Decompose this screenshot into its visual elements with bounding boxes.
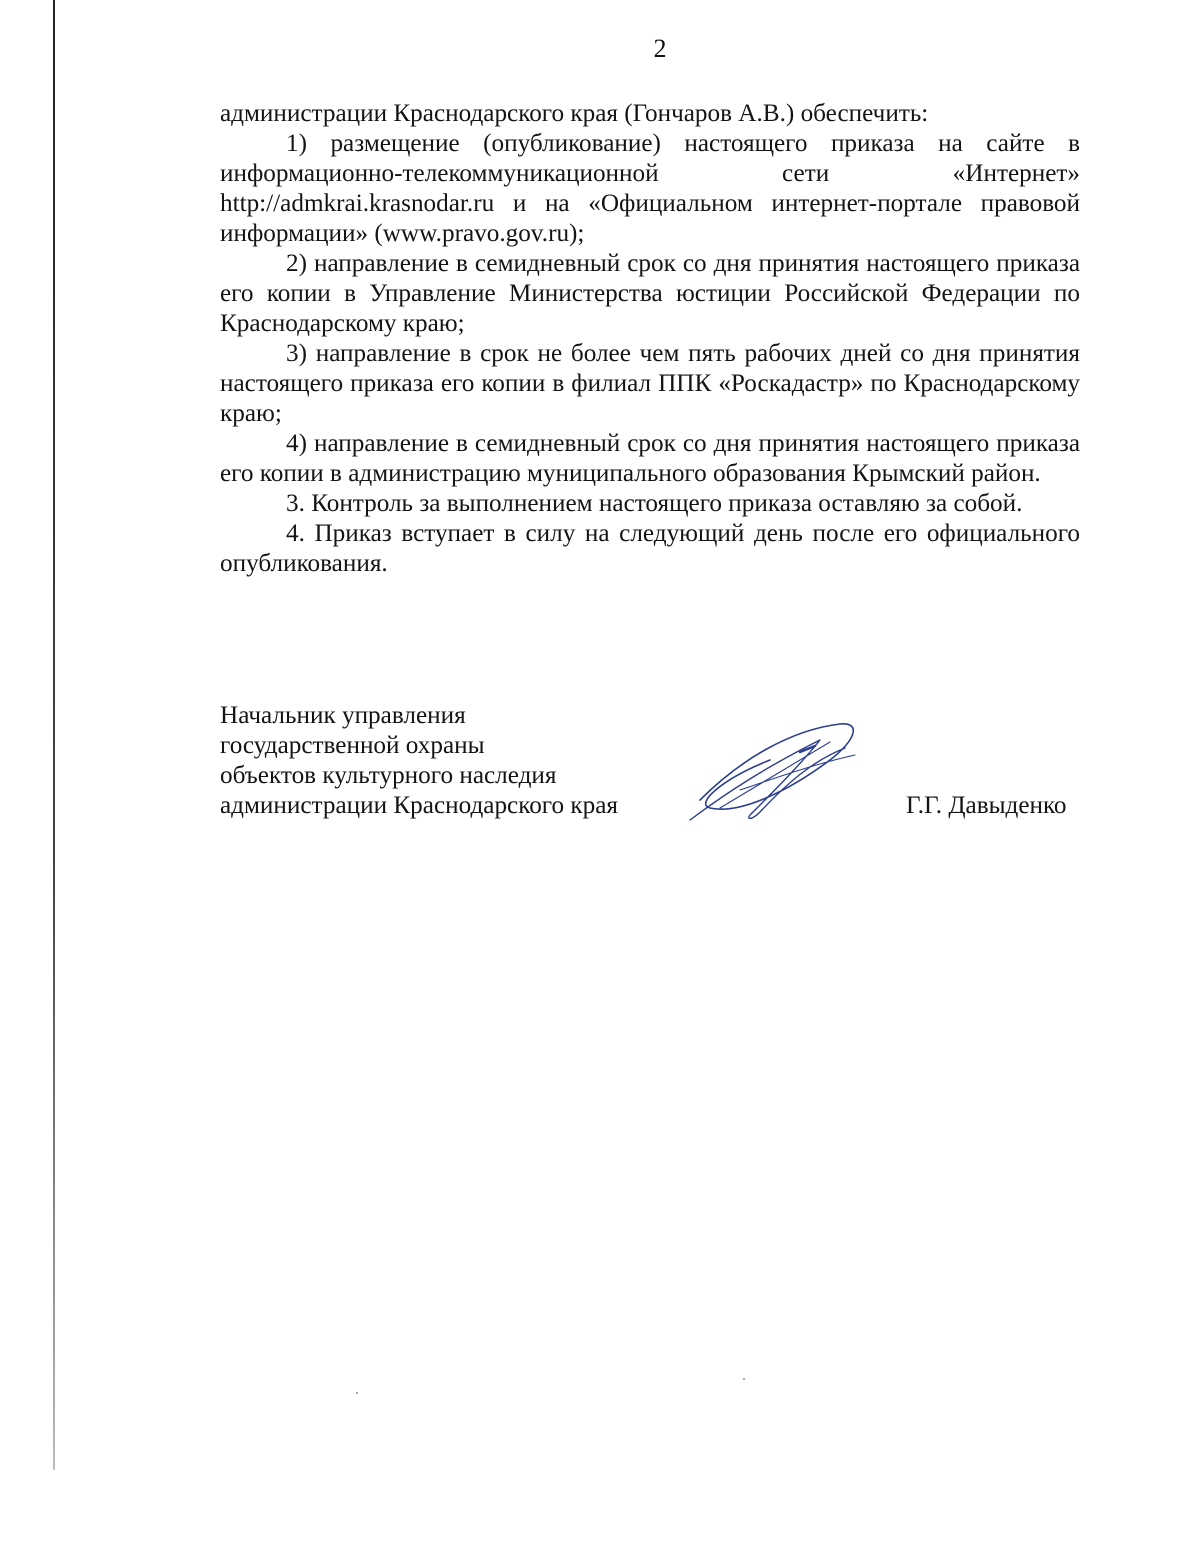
position-line: государственной охраны — [220, 732, 485, 759]
signatory-position — [220, 701, 618, 821]
paragraph-control: 3. Контроль за выполнением настоящего приказа оставляю за собой. — [286, 490, 1023, 517]
paragraph-item-3: 3) направление в срок не более чем пять рабочих дней со дня принятия настоящего приказа его копии в филиал ППК «Роскадастр» по Краснодарскому краю; — [220, 340, 1080, 427]
handwritten-signature — [680, 720, 870, 830]
signer-name: Г.Г. Давыденко — [906, 792, 1067, 819]
paragraph-effective: 4. Приказ вступает в силу на следующий день после его официального опубликования. — [220, 520, 1080, 577]
signature-strokes — [690, 724, 855, 820]
scan-speck — [743, 1378, 745, 1380]
paragraph-continuation: администрации Краснодарского края (Гончаров А.В.) обеспечить: — [220, 100, 929, 127]
scan-edge-line — [53, 0, 55, 1470]
paragraph-item-1: 1) размещение (опубликование) настоящего приказа на сайте в информационно-телекоммуникационной сети «Интернет» http://admkrai.krasnodar.ru и на «Официальном интернет-портале правовой информации» (www.pravo.gov.ru); — [220, 130, 1080, 247]
position-line: администрации Краснодарского края — [220, 792, 618, 819]
paragraph-item-2: 2) направление в семидневный срок со дня принятия настоящего приказа его копии в Управление Министерства юстиции Российской Федерации по Краснодарскому краю; — [220, 250, 1080, 337]
scan-speck — [356, 1392, 358, 1394]
page-number: 2 — [653, 34, 667, 63]
position-line: объектов культурного наследия — [220, 762, 557, 789]
document-body — [220, 99, 1080, 579]
paragraph-item-4: 4) направление в семидневный срок со дня принятия настоящего приказа его копии в администрацию муниципального образования Крымский район. — [220, 430, 1080, 487]
position-line: Начальник управления — [220, 702, 466, 729]
